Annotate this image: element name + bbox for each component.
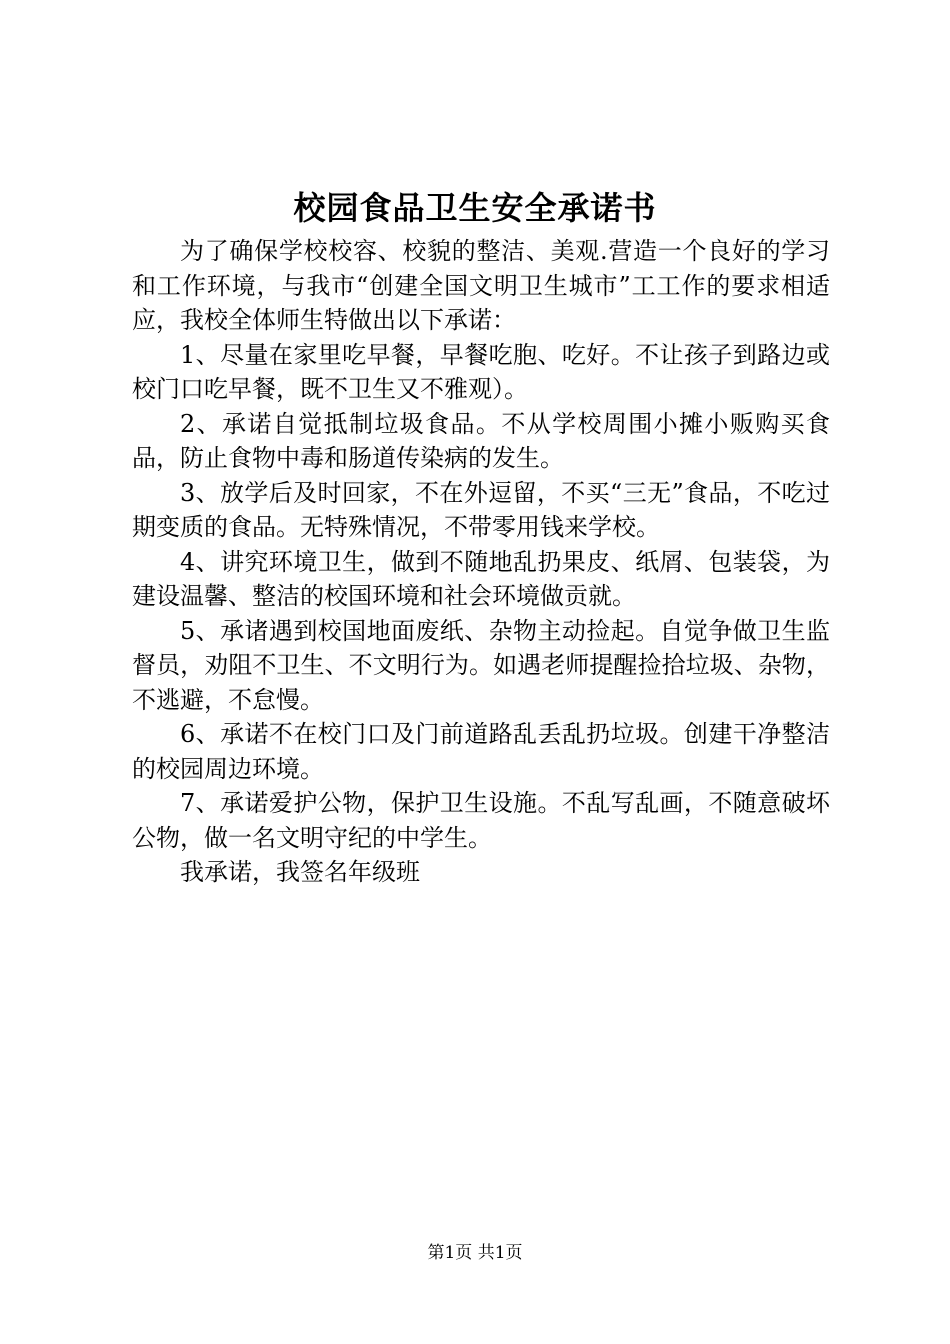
paragraph-item-2: 2、承诺自觉抵制垃圾食品。不从学校周围小摊小贩购买食品，防止食物中毒和肠道传染病的发生。 xyxy=(132,409,830,472)
paragraph-item-5: 5、承诸遇到校国地面废纸、杂物主动捡起。自觉争做卫生监督员，劝阻不卫生、不文明行为。如遇老师提醒捡拾垃圾、杂物，不逃避，不怠慢。 xyxy=(132,616,830,714)
page-footer: 第1页 共1页 xyxy=(427,1243,523,1263)
document-title: 校园食品卫生安全承诺书 xyxy=(293,189,657,227)
paragraph-item-4: 4、讲究环境卫生，做到不随地乱扔果皮、纸屑、包装袋，为建设温馨、整洁的校国环境和社会环境做贡就。 xyxy=(132,547,830,610)
paragraph-signature: 我承诺，我签名年级班 xyxy=(180,858,420,886)
paragraph-item-1: 1、尽量在家里吃早餐，早餐吃胞、吃好。不让孩子到路边或校门口吃早餐，既不卫生又不雅观）。 xyxy=(132,340,830,403)
paragraph-intro: 为了确保学校校容、校貌的整洁、美观.营造一个良好的学习和工作环境，与我市“创建全国文明卫生城市”工工作的要求相适应，我校全体师生特做出以下承诺： xyxy=(132,237,830,334)
paragraph-item-7: 7、承诺爱护公物，保护卫生设施。不乱写乱画，不随意破坏公物，做一名文明守纪的中学生。 xyxy=(132,789,830,852)
paragraph-item-3: 3、放学后及时回家，不在外逗留，不买“三无”食品，不吃过期变质的食品。无特殊情况，不带零用钱来学校。 xyxy=(132,478,830,541)
document-body xyxy=(132,234,830,890)
paragraph-item-6: 6、承诺不在校门口及门前道路乱丢乱扔垃圾。创建干净整洁的校园周边环境。 xyxy=(132,720,830,783)
